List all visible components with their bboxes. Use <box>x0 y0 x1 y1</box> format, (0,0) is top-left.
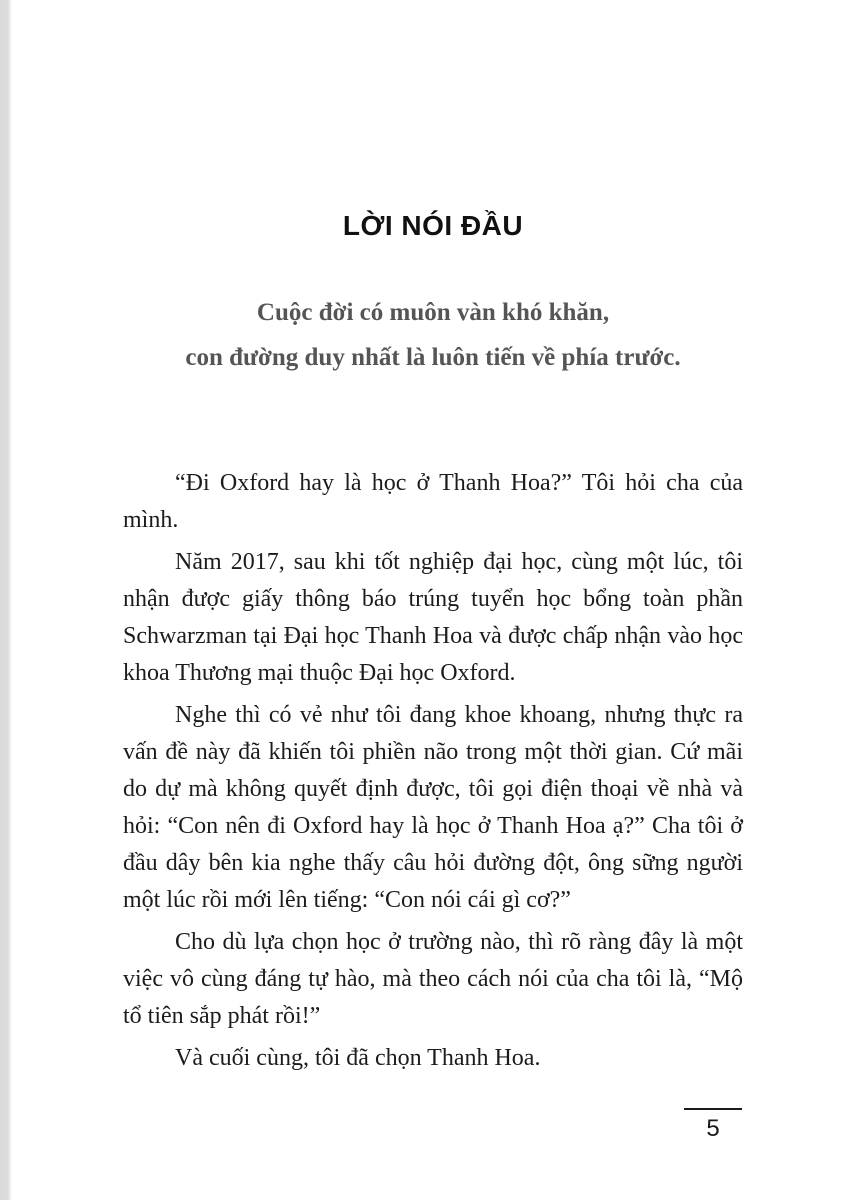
scan-edge-shadow <box>0 0 12 1200</box>
paragraph-4: Cho dù lựa chọn học ở trường nào, thì rõ ràng đây là một việc vô cùng đáng tự hào, mà theo cách nói của cha tôi là, “Mộ tổ tiên sắp phát rồi!” <box>123 929 743 1029</box>
epigraph <box>123 290 743 380</box>
paragraph-2: Năm 2017, sau khi tốt nghiệp đại học, cùng một lúc, tôi nhận được giấy thông báo trúng tuyển học bổng toàn phần Schwarzman tại Đại học Thanh Hoa và được chấp nhận vào học khoa Thương mại thuộc Đại học Oxford. <box>123 549 743 686</box>
page-content <box>123 0 743 1082</box>
footer-rule <box>684 1108 742 1110</box>
paragraph-3: Nghe thì có vẻ như tôi đang khoe khoang, nhưng thực ra vấn đề này đã khiến tôi phiền não trong một thời gian. Cứ mãi do dự mà không quyết định được, tôi gọi điện thoại về nhà và hỏi: “Con nên đi Oxford hay là học ở Thanh Hoa ạ?” Cha tôi ở đầu dây bên kia nghe thấy câu hỏi đường đột, ông sững người một lúc rồi mới lên tiếng: “Con nói cái gì cơ?” <box>123 702 743 913</box>
epigraph-line-1: Cuộc đời có muôn vàn khó khăn, <box>256 299 610 326</box>
paragraph-5: Và cuối cùng, tôi đã chọn Thanh Hoa. <box>175 1045 541 1071</box>
chapter-title: LỜI NÓI ĐẦU <box>342 210 524 241</box>
epigraph-line-2: con đường duy nhất là luôn tiến về phía trước. <box>185 344 681 371</box>
page-footer <box>684 1108 742 1142</box>
paragraph-1: “Đi Oxford hay là học ở Thanh Hoa?” Tôi hỏi cha của mình. <box>123 470 743 533</box>
body-text <box>123 465 743 1077</box>
page-number: 5 <box>706 1115 720 1142</box>
